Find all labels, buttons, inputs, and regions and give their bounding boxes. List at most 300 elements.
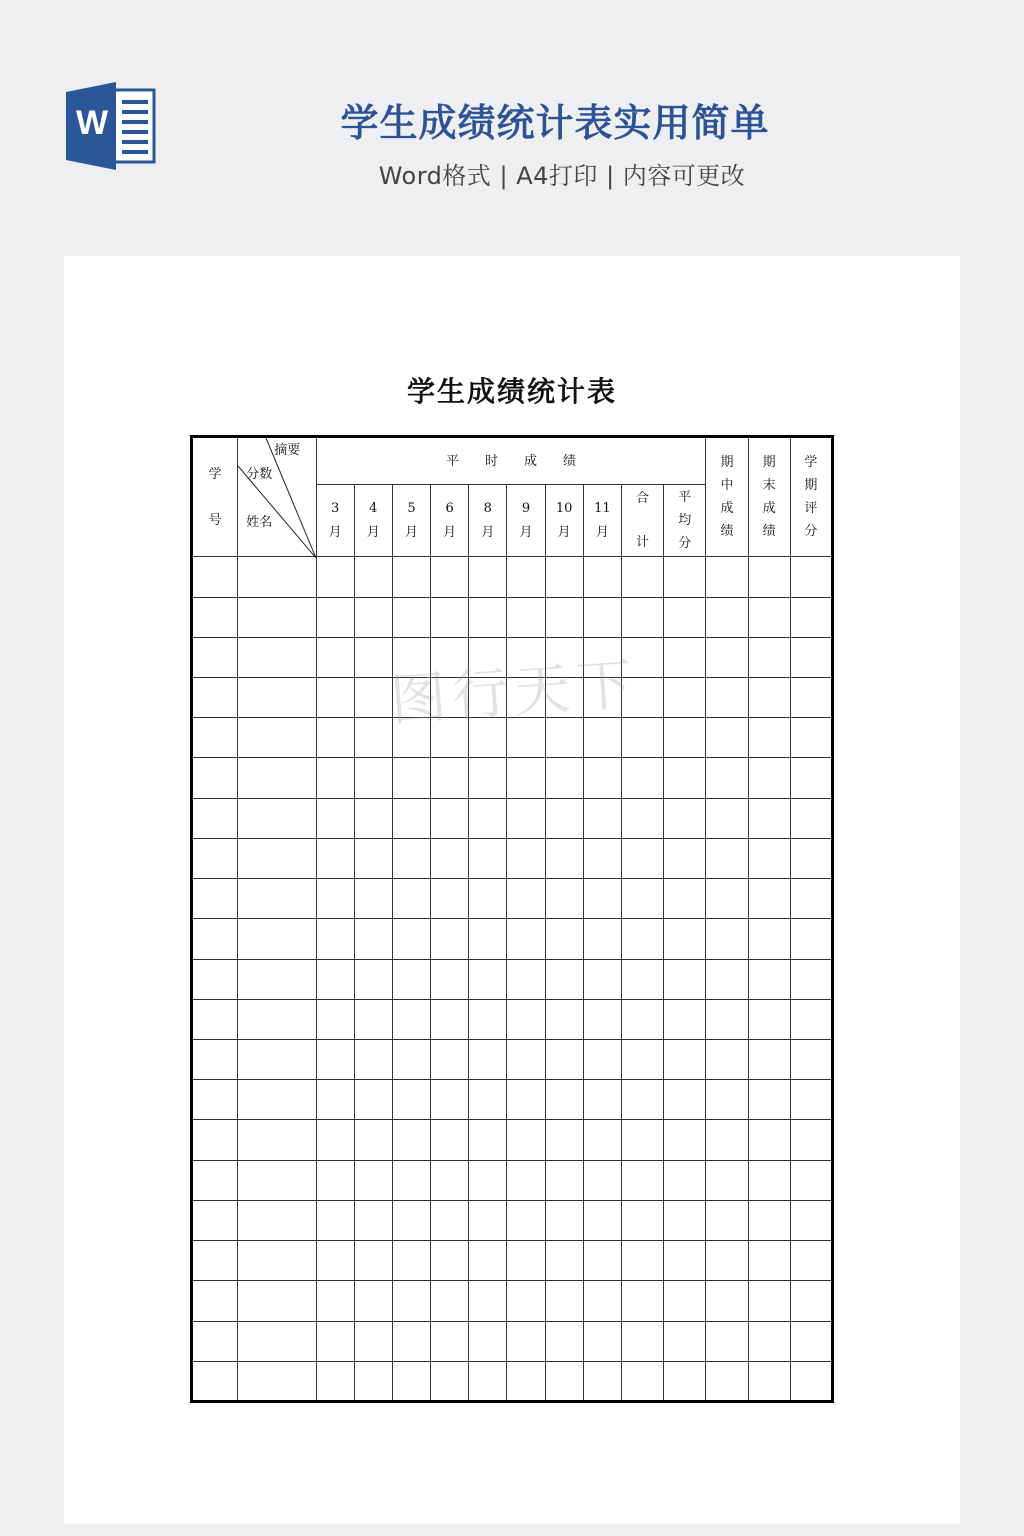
- table-cell[interactable]: [238, 1040, 316, 1080]
- table-cell[interactable]: [621, 597, 663, 637]
- table-cell[interactable]: [621, 1361, 663, 1401]
- table-cell[interactable]: [790, 798, 832, 838]
- table-cell[interactable]: [316, 1040, 354, 1080]
- table-cell[interactable]: [664, 1120, 706, 1160]
- table-cell[interactable]: [706, 1241, 748, 1281]
- table-cell[interactable]: [664, 959, 706, 999]
- table-cell[interactable]: [583, 919, 621, 959]
- table-cell[interactable]: [748, 1321, 790, 1361]
- table-cell[interactable]: [664, 1200, 706, 1240]
- table-cell[interactable]: [748, 597, 790, 637]
- table-cell[interactable]: [354, 1321, 392, 1361]
- table-cell[interactable]: [316, 678, 354, 718]
- table-cell[interactable]: [748, 798, 790, 838]
- table-cell[interactable]: [431, 1241, 469, 1281]
- table-cell[interactable]: [621, 678, 663, 718]
- table-cell[interactable]: [664, 919, 706, 959]
- table-cell[interactable]: [469, 718, 507, 758]
- table-cell[interactable]: [354, 959, 392, 999]
- table-cell[interactable]: [392, 919, 430, 959]
- table-cell[interactable]: [192, 1241, 238, 1281]
- table-cell[interactable]: [748, 678, 790, 718]
- table-cell[interactable]: [192, 1120, 238, 1160]
- table-cell[interactable]: [238, 879, 316, 919]
- table-cell[interactable]: [664, 1281, 706, 1321]
- table-cell[interactable]: [431, 1120, 469, 1160]
- table-cell[interactable]: [469, 1200, 507, 1240]
- table-cell[interactable]: [316, 959, 354, 999]
- table-cell[interactable]: [706, 1281, 748, 1321]
- table-cell[interactable]: [469, 1321, 507, 1361]
- table-cell[interactable]: [192, 1200, 238, 1240]
- table-cell[interactable]: [545, 999, 583, 1039]
- table-cell[interactable]: [748, 1160, 790, 1200]
- table-cell[interactable]: [431, 919, 469, 959]
- table-cell[interactable]: [354, 1241, 392, 1281]
- table-cell[interactable]: [583, 597, 621, 637]
- table-cell[interactable]: [238, 959, 316, 999]
- table-cell[interactable]: [469, 1281, 507, 1321]
- table-cell[interactable]: [238, 1120, 316, 1160]
- table-cell[interactable]: [706, 999, 748, 1039]
- table-cell[interactable]: [192, 959, 238, 999]
- table-cell[interactable]: [507, 758, 545, 798]
- table-cell[interactable]: [545, 798, 583, 838]
- table-cell[interactable]: [664, 838, 706, 878]
- table-cell[interactable]: [316, 557, 354, 597]
- table-cell[interactable]: [507, 919, 545, 959]
- table-cell[interactable]: [790, 557, 832, 597]
- table-cell[interactable]: [469, 959, 507, 999]
- table-cell[interactable]: [316, 999, 354, 1039]
- table-cell[interactable]: [545, 597, 583, 637]
- table-cell[interactable]: [621, 758, 663, 798]
- table-cell[interactable]: [545, 959, 583, 999]
- table-cell[interactable]: [192, 557, 238, 597]
- table-cell[interactable]: [431, 838, 469, 878]
- table-cell[interactable]: [507, 678, 545, 718]
- table-cell[interactable]: [238, 1160, 316, 1200]
- table-cell[interactable]: [790, 838, 832, 878]
- table-cell[interactable]: [748, 758, 790, 798]
- table-cell[interactable]: [507, 1281, 545, 1321]
- table-cell[interactable]: [507, 798, 545, 838]
- table-cell[interactable]: [469, 637, 507, 677]
- table-cell[interactable]: [583, 798, 621, 838]
- table-cell[interactable]: [583, 718, 621, 758]
- table-cell[interactable]: [583, 999, 621, 1039]
- table-cell[interactable]: [583, 838, 621, 878]
- table-cell[interactable]: [392, 1040, 430, 1080]
- table-cell[interactable]: [583, 1281, 621, 1321]
- table-cell[interactable]: [621, 1120, 663, 1160]
- table-cell[interactable]: [316, 798, 354, 838]
- table-cell[interactable]: [706, 1200, 748, 1240]
- table-cell[interactable]: [545, 1200, 583, 1240]
- table-cell[interactable]: [748, 999, 790, 1039]
- table-cell[interactable]: [469, 999, 507, 1039]
- table-cell[interactable]: [507, 1200, 545, 1240]
- table-cell[interactable]: [706, 1361, 748, 1401]
- table-cell[interactable]: [507, 718, 545, 758]
- table-cell[interactable]: [706, 597, 748, 637]
- table-cell[interactable]: [316, 1241, 354, 1281]
- table-cell[interactable]: [192, 838, 238, 878]
- table-cell[interactable]: [621, 637, 663, 677]
- table-cell[interactable]: [664, 557, 706, 597]
- table-cell[interactable]: [392, 718, 430, 758]
- table-cell[interactable]: [706, 838, 748, 878]
- table-cell[interactable]: [507, 637, 545, 677]
- table-cell[interactable]: [583, 879, 621, 919]
- table-cell[interactable]: [192, 597, 238, 637]
- table-cell[interactable]: [431, 798, 469, 838]
- table-cell[interactable]: [748, 557, 790, 597]
- table-cell[interactable]: [469, 678, 507, 718]
- table-cell[interactable]: [238, 838, 316, 878]
- table-cell[interactable]: [621, 1040, 663, 1080]
- table-cell[interactable]: [790, 959, 832, 999]
- table-cell[interactable]: [664, 1080, 706, 1120]
- table-cell[interactable]: [392, 637, 430, 677]
- table-cell[interactable]: [469, 919, 507, 959]
- table-cell[interactable]: [316, 919, 354, 959]
- table-cell[interactable]: [748, 919, 790, 959]
- table-cell[interactable]: [354, 999, 392, 1039]
- table-cell[interactable]: [748, 1040, 790, 1080]
- table-cell[interactable]: [316, 597, 354, 637]
- table-cell[interactable]: [583, 637, 621, 677]
- table-cell[interactable]: [583, 1080, 621, 1120]
- table-cell[interactable]: [354, 557, 392, 597]
- table-cell[interactable]: [545, 919, 583, 959]
- table-cell[interactable]: [192, 879, 238, 919]
- table-cell[interactable]: [748, 1241, 790, 1281]
- table-cell[interactable]: [545, 1080, 583, 1120]
- table-cell[interactable]: [192, 1361, 238, 1401]
- table-cell[interactable]: [238, 1200, 316, 1240]
- table-cell[interactable]: [790, 678, 832, 718]
- table-cell[interactable]: [545, 557, 583, 597]
- table-cell[interactable]: [431, 1200, 469, 1240]
- table-cell[interactable]: [354, 1120, 392, 1160]
- table-cell[interactable]: [583, 1241, 621, 1281]
- table-cell[interactable]: [392, 1241, 430, 1281]
- table-cell[interactable]: [706, 959, 748, 999]
- table-cell[interactable]: [316, 1120, 354, 1160]
- table-cell[interactable]: [790, 999, 832, 1039]
- table-cell[interactable]: [238, 758, 316, 798]
- table-cell[interactable]: [316, 718, 354, 758]
- table-cell[interactable]: [748, 959, 790, 999]
- table-cell[interactable]: [621, 1241, 663, 1281]
- table-cell[interactable]: [545, 718, 583, 758]
- table-cell[interactable]: [431, 557, 469, 597]
- table-cell[interactable]: [748, 637, 790, 677]
- table-cell[interactable]: [664, 637, 706, 677]
- table-cell[interactable]: [507, 1080, 545, 1120]
- table-cell[interactable]: [354, 919, 392, 959]
- table-cell[interactable]: [664, 879, 706, 919]
- table-cell[interactable]: [469, 1080, 507, 1120]
- table-cell[interactable]: [790, 1361, 832, 1401]
- table-cell[interactable]: [583, 1321, 621, 1361]
- table-cell[interactable]: [664, 1361, 706, 1401]
- table-cell[interactable]: [583, 1040, 621, 1080]
- table-cell[interactable]: [507, 1120, 545, 1160]
- table-cell[interactable]: [664, 718, 706, 758]
- table-cell[interactable]: [748, 1080, 790, 1120]
- table-cell[interactable]: [392, 597, 430, 637]
- table-cell[interactable]: [507, 1361, 545, 1401]
- table-cell[interactable]: [469, 1160, 507, 1200]
- table-cell[interactable]: [507, 1040, 545, 1080]
- table-cell[interactable]: [706, 718, 748, 758]
- table-cell[interactable]: [748, 879, 790, 919]
- table-cell[interactable]: [706, 678, 748, 718]
- table-cell[interactable]: [469, 1040, 507, 1080]
- table-cell[interactable]: [392, 838, 430, 878]
- table-cell[interactable]: [431, 1080, 469, 1120]
- table-cell[interactable]: [392, 758, 430, 798]
- table-cell[interactable]: [238, 999, 316, 1039]
- table-cell[interactable]: [431, 637, 469, 677]
- table-cell[interactable]: [469, 557, 507, 597]
- table-cell[interactable]: [238, 597, 316, 637]
- table-cell[interactable]: [354, 1160, 392, 1200]
- table-cell[interactable]: [664, 1321, 706, 1361]
- table-cell[interactable]: [545, 1040, 583, 1080]
- table-cell[interactable]: [354, 637, 392, 677]
- table-cell[interactable]: [621, 919, 663, 959]
- table-cell[interactable]: [706, 1160, 748, 1200]
- table-cell[interactable]: [431, 1281, 469, 1321]
- table-cell[interactable]: [238, 637, 316, 677]
- table-cell[interactable]: [621, 557, 663, 597]
- table-cell[interactable]: [790, 1040, 832, 1080]
- table-cell[interactable]: [545, 678, 583, 718]
- table-cell[interactable]: [507, 879, 545, 919]
- table-cell[interactable]: [316, 1281, 354, 1321]
- table-cell[interactable]: [790, 1080, 832, 1120]
- table-cell[interactable]: [583, 678, 621, 718]
- table-cell[interactable]: [583, 758, 621, 798]
- table-cell[interactable]: [621, 999, 663, 1039]
- table-cell[interactable]: [583, 1200, 621, 1240]
- table-cell[interactable]: [621, 1200, 663, 1240]
- table-cell[interactable]: [431, 1160, 469, 1200]
- table-cell[interactable]: [392, 1200, 430, 1240]
- table-cell[interactable]: [192, 718, 238, 758]
- table-cell[interactable]: [354, 678, 392, 718]
- table-cell[interactable]: [583, 1120, 621, 1160]
- table-cell[interactable]: [238, 919, 316, 959]
- table-cell[interactable]: [507, 1321, 545, 1361]
- table-cell[interactable]: [748, 1361, 790, 1401]
- table-cell[interactable]: [507, 838, 545, 878]
- table-cell[interactable]: [192, 999, 238, 1039]
- table-cell[interactable]: [469, 798, 507, 838]
- table-cell[interactable]: [238, 1321, 316, 1361]
- table-cell[interactable]: [790, 597, 832, 637]
- table-cell[interactable]: [621, 879, 663, 919]
- table-cell[interactable]: [706, 1040, 748, 1080]
- table-cell[interactable]: [392, 999, 430, 1039]
- table-cell[interactable]: [748, 1200, 790, 1240]
- table-cell[interactable]: [583, 1160, 621, 1200]
- table-cell[interactable]: [748, 838, 790, 878]
- table-cell[interactable]: [354, 1361, 392, 1401]
- table-cell[interactable]: [706, 637, 748, 677]
- table-cell[interactable]: [431, 597, 469, 637]
- table-cell[interactable]: [621, 1281, 663, 1321]
- table-cell[interactable]: [664, 678, 706, 718]
- table-cell[interactable]: [392, 1160, 430, 1200]
- table-cell[interactable]: [354, 1080, 392, 1120]
- table-cell[interactable]: [545, 1160, 583, 1200]
- table-cell[interactable]: [192, 919, 238, 959]
- table-cell[interactable]: [706, 758, 748, 798]
- table-cell[interactable]: [238, 718, 316, 758]
- table-cell[interactable]: [192, 798, 238, 838]
- table-cell[interactable]: [238, 678, 316, 718]
- table-cell[interactable]: [354, 1200, 392, 1240]
- table-cell[interactable]: [392, 1080, 430, 1120]
- table-cell[interactable]: [621, 1160, 663, 1200]
- table-cell[interactable]: [354, 718, 392, 758]
- table-cell[interactable]: [706, 1120, 748, 1160]
- table-cell[interactable]: [664, 758, 706, 798]
- table-cell[interactable]: [507, 1241, 545, 1281]
- table-cell[interactable]: [354, 1281, 392, 1321]
- table-cell[interactable]: [545, 1120, 583, 1160]
- table-cell[interactable]: [431, 879, 469, 919]
- table-cell[interactable]: [790, 1160, 832, 1200]
- table-cell[interactable]: [316, 879, 354, 919]
- table-cell[interactable]: [790, 1120, 832, 1160]
- table-cell[interactable]: [354, 838, 392, 878]
- table-cell[interactable]: [790, 758, 832, 798]
- table-cell[interactable]: [431, 678, 469, 718]
- table-cell[interactable]: [192, 1080, 238, 1120]
- table-cell[interactable]: [192, 1281, 238, 1321]
- table-cell[interactable]: [545, 637, 583, 677]
- table-cell[interactable]: [748, 1120, 790, 1160]
- table-cell[interactable]: [790, 919, 832, 959]
- table-cell[interactable]: [316, 1160, 354, 1200]
- table-cell[interactable]: [748, 718, 790, 758]
- table-cell[interactable]: [621, 959, 663, 999]
- table-cell[interactable]: [316, 1080, 354, 1120]
- table-cell[interactable]: [507, 597, 545, 637]
- table-cell[interactable]: [192, 758, 238, 798]
- table-cell[interactable]: [583, 1361, 621, 1401]
- table-cell[interactable]: [316, 1321, 354, 1361]
- table-cell[interactable]: [316, 1361, 354, 1401]
- table-cell[interactable]: [507, 959, 545, 999]
- table-cell[interactable]: [392, 879, 430, 919]
- table-cell[interactable]: [431, 999, 469, 1039]
- table-cell[interactable]: [392, 959, 430, 999]
- table-cell[interactable]: [469, 1361, 507, 1401]
- table-cell[interactable]: [507, 999, 545, 1039]
- table-cell[interactable]: [238, 557, 316, 597]
- table-cell[interactable]: [664, 597, 706, 637]
- table-cell[interactable]: [664, 1040, 706, 1080]
- table-cell[interactable]: [238, 798, 316, 838]
- table-cell[interactable]: [706, 919, 748, 959]
- table-cell[interactable]: [621, 798, 663, 838]
- table-cell[interactable]: [192, 678, 238, 718]
- table-cell[interactable]: [238, 1241, 316, 1281]
- table-cell[interactable]: [238, 1281, 316, 1321]
- table-cell[interactable]: [392, 678, 430, 718]
- table-cell[interactable]: [507, 557, 545, 597]
- table-cell[interactable]: [545, 1281, 583, 1321]
- table-cell[interactable]: [354, 597, 392, 637]
- table-cell[interactable]: [621, 1080, 663, 1120]
- table-cell[interactable]: [469, 597, 507, 637]
- table-cell[interactable]: [192, 1160, 238, 1200]
- table-cell[interactable]: [748, 1281, 790, 1321]
- table-cell[interactable]: [431, 1321, 469, 1361]
- table-cell[interactable]: [706, 1080, 748, 1120]
- table-cell[interactable]: [790, 1241, 832, 1281]
- table-cell[interactable]: [706, 557, 748, 597]
- table-cell[interactable]: [469, 879, 507, 919]
- table-cell[interactable]: [469, 838, 507, 878]
- table-cell[interactable]: [354, 798, 392, 838]
- table-cell[interactable]: [664, 798, 706, 838]
- table-cell[interactable]: [790, 1281, 832, 1321]
- table-cell[interactable]: [354, 1040, 392, 1080]
- table-cell[interactable]: [545, 879, 583, 919]
- table-cell[interactable]: [469, 758, 507, 798]
- table-cell[interactable]: [192, 637, 238, 677]
- table-cell[interactable]: [621, 838, 663, 878]
- table-cell[interactable]: [316, 758, 354, 798]
- table-cell[interactable]: [316, 838, 354, 878]
- table-cell[interactable]: [621, 1321, 663, 1361]
- table-cell[interactable]: [392, 1120, 430, 1160]
- table-cell[interactable]: [545, 1321, 583, 1361]
- table-cell[interactable]: [790, 1200, 832, 1240]
- table-cell[interactable]: [192, 1040, 238, 1080]
- table-cell[interactable]: [392, 557, 430, 597]
- table-cell[interactable]: [431, 959, 469, 999]
- table-cell[interactable]: [664, 1160, 706, 1200]
- table-cell[interactable]: [621, 718, 663, 758]
- table-cell[interactable]: [316, 637, 354, 677]
- table-cell[interactable]: [507, 1160, 545, 1200]
- table-cell[interactable]: [238, 1080, 316, 1120]
- table-cell[interactable]: [545, 1241, 583, 1281]
- table-cell[interactable]: [790, 879, 832, 919]
- table-cell[interactable]: [392, 798, 430, 838]
- table-cell[interactable]: [431, 1361, 469, 1401]
- table-cell[interactable]: [706, 798, 748, 838]
- table-cell[interactable]: [790, 718, 832, 758]
- table-cell[interactable]: [392, 1321, 430, 1361]
- table-cell[interactable]: [583, 959, 621, 999]
- table-cell[interactable]: [431, 758, 469, 798]
- table-cell[interactable]: [392, 1281, 430, 1321]
- table-cell[interactable]: [790, 1321, 832, 1361]
- table-cell[interactable]: [664, 999, 706, 1039]
- table-cell[interactable]: [238, 1361, 316, 1401]
- table-cell[interactable]: [790, 637, 832, 677]
- table-cell[interactable]: [583, 557, 621, 597]
